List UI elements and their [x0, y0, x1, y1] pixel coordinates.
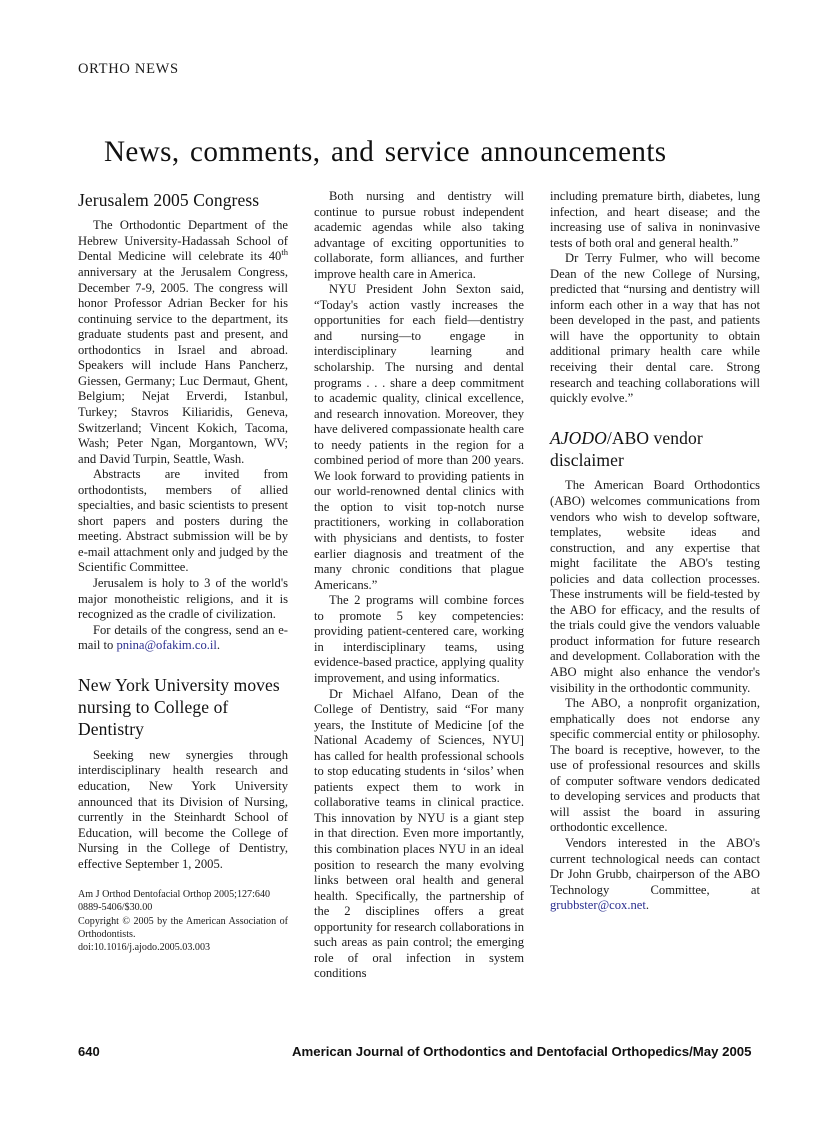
footnote-issn: 0889-5406/$30.00: [78, 902, 153, 914]
section-heading-nyu-nursing: New York University moves nursing to College of Dentistry: [78, 674, 280, 740]
paragraph-text-tail: .: [216, 638, 221, 653]
paragraph: [78, 623, 288, 654]
paragraph: Seeking new synergies through interdisciplinary health research and education, New York University announced that its Division of Nursing, currently in the Steinhardt School of Education, will become the College of Nursing in the College of Dentistry, effective September 1, 2005.: [78, 747, 288, 871]
paragraph: The American Board Orthodontics (ABO) welcomes communications from vendors who wish to develop software, templates, website ideas and construction, and any expertise that might facilitate the ABO's testing policies and data collection processes. These instruments will be field-tested by the ABO for efficacy, and the results of the trials could give the vendors valuable product information for future research and development. Collaboration with the ABO might also enhance the vendor's visibility in the orthodontic community.: [550, 478, 760, 695]
footnote-doi: doi:10.1016/j.ajodo.2005.03.003: [78, 942, 211, 954]
footnote-block: [78, 888, 288, 954]
page-title: News, comments, and service announcements: [104, 135, 667, 169]
paragraph: [78, 218, 288, 467]
journal-footer-title: American Journal of Orthodontics and Dentofacial Orthopedics/May 2005: [292, 1044, 752, 1059]
paragraph-text-part2: anniversary at the Jerusalem Congress, December 7-9, 2005. The congress will honor Professor Adrian Becker for his continuing service to the department, its graduate students past and present, and orthodontics in Israel and abroad. Speakers will include Hans Pancherz, Giessen, Germany; Luc Dermaut, Ghent, Belgium; Nejat Erverdi, Istanbul, Turkey; Stavros Kiliaridis, Geneva, Switzerland; Vincent Kokich, Tacoma, Wash; Peter Ngan, Morgantown, WV; and David Turpin, Seattle, Wash.: [78, 265, 288, 466]
footnote-copyright: Copyright © 2005 by the American Association of Orthodontists.: [78, 915, 288, 940]
three-column-body: [78, 189, 760, 989]
paragraph-text-part1: The Orthodontic Department of the Hebrew University-Hadassah School of Dental Medicine will celebrate its 40: [78, 218, 288, 264]
column-middle: [314, 189, 524, 989]
email-link-grubbster[interactable]: grubbster@cox.net: [550, 898, 646, 913]
running-head: ORTHO NEWS: [78, 61, 179, 77]
paragraph: Dr Terry Fulmer, who will become Dean of the new College of Nursing, predicted that “nursing and dentistry will inform each other in a way that has not been developed in the past, and patients will have the opportunity to obtain additional primary health care while receiving their dental care. Strong research and teaching collaborations will quickly evolve.”: [550, 251, 760, 406]
page-number: 640: [78, 1044, 100, 1059]
paragraph-text: Vendors interested in the ABO's current technological needs can contact Dr John Grubb, chairperson of the ABO Technology Committee, at: [550, 836, 760, 897]
section-heading-ajodo-abo-disclaimer: [550, 427, 760, 472]
column-left: [78, 189, 288, 989]
paragraph: Abstracts are invited from orthodontists, members of allied specialties, and basic scientists to present short papers and posters during the meeting. Abstract submission will be by e-mail attachment only and judged by the Scientific Committee.: [78, 467, 288, 575]
paragraph: NYU President John Sexton said, “Today's action vastly increases the opportunities for each field—dentistry and nursing—to engage in interdisciplinary learning and scholarship. The nursing and dental programs . . . share a deep commitment to academic quality, clinical excellence, and research innovation. Moreover, they have delivered compassionate health care to needy patients in the region for a combined period of more than 200 years. We look forward to providing patients in our world-renowned dental clinics with the option to visit top-notch nurse practitioners, working in collaboration with physicians and dentists, to foster earlier diagnosis and treatment of the many chronic conditions that plague Americans.”: [314, 282, 524, 592]
paragraph: Dr Michael Alfano, Dean of the College of Dentistry, said “For many years, the Institute of Medicine [of the National Academy of Sciences, NYU] has called for health professional schools to stop educating students in ‘silos’ when patients expect them to work in collaborative teams in clinical practice. This innovation by NYU is a giant step in that direction. Even more importantly, this combination places NYU in an ideal position to research the many evolving links between oral health and general health. Specifically, the partnership of the 2 disciplines offers a great opportunity for research collaborations in such areas as pain control; the emerging role of oral infection in system conditions: [314, 686, 524, 981]
paragraph-text: For details of the congress, send an e-mail to: [78, 622, 288, 653]
email-link-pnina[interactable]: pnina@ofakim.co.il: [116, 638, 217, 653]
ordinal-suffix: th: [281, 247, 288, 258]
paragraph: The ABO, a nonprofit organization, emphatically does not endorse any specific commercial entity or philosophy. The board is receptive, however, to the use of professional resources and skills of computer software vendors dedicated to developing services and products that will assist the board in assuring orthodontic excellence.: [550, 696, 760, 835]
paragraph: Jerusalem is holy to 3 of the world's major monotheistic religions, and it is recognized as the cradle of civilization.: [78, 575, 288, 622]
section-heading-jerusalem-congress: Jerusalem 2005 Congress: [78, 190, 260, 210]
paragraph-continued: including premature birth, diabetes, lung infection, and heart disease; and the increasing use of saliva in noninvasive tests of both oral and general health.”: [550, 189, 760, 250]
paragraph-text-tail: .: [645, 898, 650, 913]
column-right: [550, 189, 760, 989]
paragraph: Both nursing and dentistry will continue to pursue robust independent academic agendas while also taking advantage of exciting opportunities to collaborate, form alliances, and further improve health care in America.: [314, 189, 524, 281]
footnote-citation: Am J Orthod Dentofacial Orthop 2005;127:640: [78, 889, 271, 901]
journal-abbreviation: AJODO: [550, 427, 607, 448]
paragraph: The 2 programs will combine forces to promote 5 key competencies: providing patient-centered care, working in interdisciplinary teams, using evidence-based practice, applying quality improvement, and using informatics.: [314, 593, 524, 685]
paragraph: [550, 836, 760, 914]
section-heading-rest: /ABO vendor disclaimer: [550, 427, 703, 471]
